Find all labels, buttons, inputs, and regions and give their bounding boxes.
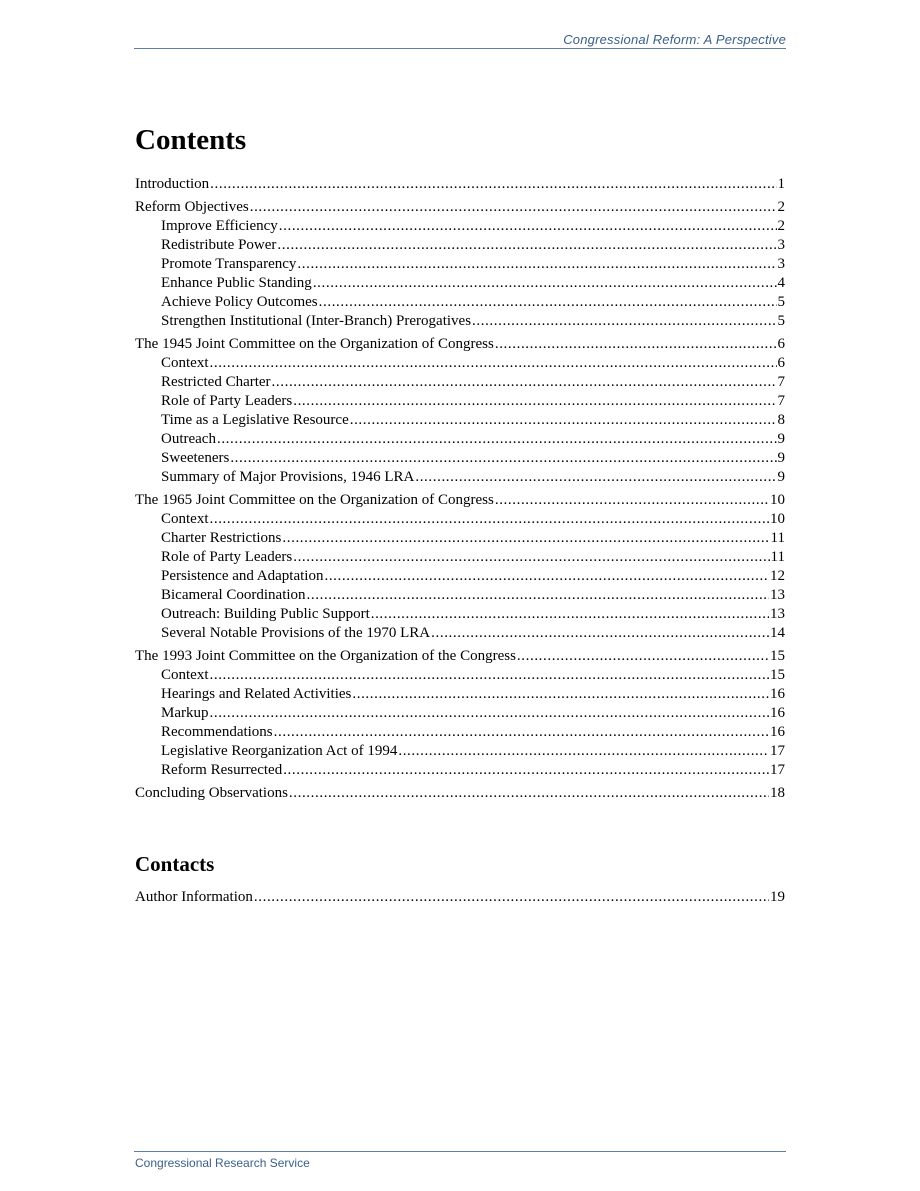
toc-entry-title: Charter Restrictions (161, 530, 282, 546)
toc-entry-page: 9 (777, 431, 785, 447)
toc-leader-dots (279, 217, 777, 236)
toc-entry-page: 11 (770, 530, 785, 546)
toc-leader-dots (254, 888, 769, 907)
toc-entry[interactable] (135, 392, 785, 411)
running-header (134, 32, 786, 49)
toc-entry[interactable] (135, 548, 785, 567)
toc-leader-dots (210, 666, 770, 685)
toc-entry-title: The 1945 Joint Committee on the Organization of Congress (135, 336, 494, 352)
toc-leader-dots (398, 742, 769, 761)
toc-entry-page: 1 (777, 176, 785, 192)
toc-entry[interactable] (135, 236, 785, 255)
toc-entry[interactable] (135, 430, 785, 449)
toc-entry-page: 15 (770, 648, 785, 664)
toc-leader-dots (210, 175, 776, 194)
toc-leader-dots (495, 335, 777, 354)
toc-entry-page: 6 (777, 355, 785, 371)
toc-entry[interactable] (135, 411, 785, 430)
toc-entry[interactable] (135, 510, 785, 529)
toc-leader-dots (293, 392, 776, 411)
toc-entry-title: Several Notable Provisions of the 1970 LRA (161, 625, 431, 641)
toc-entry-page: 10 (770, 511, 785, 527)
toc-entry-page: 17 (770, 743, 785, 759)
toc-entry-page: 8 (777, 412, 785, 428)
toc-entry-title: Legislative Reorganization Act of 1994 (161, 743, 398, 759)
toc-entry[interactable] (135, 567, 785, 586)
toc-entry[interactable] (135, 647, 785, 666)
toc-leader-dots (272, 373, 777, 392)
toc-entry[interactable] (135, 624, 785, 643)
toc-leader-dots (210, 510, 770, 529)
toc-entry-page: 13 (770, 606, 785, 622)
toc-entry-page: 7 (777, 393, 785, 409)
toc-entry[interactable] (135, 255, 785, 274)
toc-entry-title: Markup (161, 705, 209, 721)
toc-entry-page: 19 (770, 889, 785, 905)
toc-entry[interactable] (135, 761, 785, 780)
toc-leader-dots (350, 411, 777, 430)
toc-entry[interactable] (135, 175, 785, 194)
toc-leader-dots (274, 723, 769, 742)
toc-leader-dots (313, 274, 777, 293)
toc-leader-dots (282, 529, 769, 548)
toc-leader-dots (210, 704, 770, 723)
toc-leader-dots (415, 468, 776, 487)
toc-entry-title: Bicameral Coordination (161, 587, 306, 603)
page-title: Contents (135, 124, 247, 156)
toc-entry-title: Restricted Charter (161, 374, 271, 390)
toc-entry-page: 6 (777, 336, 785, 352)
toc-entry[interactable] (135, 888, 785, 907)
toc-leader-dots (250, 198, 777, 217)
toc-entry-page: 16 (770, 724, 785, 740)
toc-entry[interactable] (135, 312, 785, 331)
toc-entry-title: Hearings and Related Activities (161, 686, 352, 702)
toc-entry-title: Persistence and Adaptation (161, 568, 324, 584)
toc-entry-title: Enhance Public Standing (161, 275, 312, 291)
toc-entry[interactable] (135, 335, 785, 354)
toc-entry[interactable] (135, 666, 785, 685)
toc-entry[interactable] (135, 529, 785, 548)
toc-entry[interactable] (135, 449, 785, 468)
toc-entry[interactable] (135, 491, 785, 510)
toc-entry[interactable] (135, 217, 785, 236)
toc-leader-dots (324, 567, 769, 586)
toc-entry-title: Sweeteners (161, 450, 230, 466)
toc-entry-page: 18 (770, 785, 785, 801)
toc-entry-page: 15 (770, 667, 785, 683)
toc-entry-title: Outreach: Building Public Support (161, 606, 370, 622)
toc-entry[interactable] (135, 704, 785, 723)
running-footer (134, 1151, 786, 1170)
toc-entry[interactable] (135, 354, 785, 373)
toc-entry-title: Strengthen Institutional (Inter-Branch) Prerogatives (161, 313, 472, 329)
toc-entry[interactable] (135, 586, 785, 605)
toc-entry-title: Achieve Policy Outcomes (161, 294, 318, 310)
toc-entry-title: Role of Party Leaders (161, 549, 293, 565)
contacts-title: Contacts (135, 852, 215, 876)
toc-leader-dots (352, 685, 769, 704)
toc-entry[interactable] (135, 723, 785, 742)
toc-entry-page: 16 (770, 686, 785, 702)
toc-leader-dots (210, 354, 777, 373)
toc-entry-title: Context (161, 667, 209, 683)
toc-leader-dots (217, 430, 777, 449)
toc-entry[interactable] (135, 198, 785, 217)
toc-entry[interactable] (135, 784, 785, 803)
toc-leader-dots (283, 761, 769, 780)
toc-entry-title: The 1965 Joint Committee on the Organization of Congress (135, 492, 494, 508)
toc-entry-page: 12 (770, 568, 785, 584)
toc-entry-title: Reform Objectives (135, 199, 249, 215)
toc-entry-title: The 1993 Joint Committee on the Organization of the Congress (135, 648, 516, 664)
toc-entry-page: 2 (777, 199, 785, 215)
toc-entry-title: Outreach (161, 431, 216, 447)
toc-entry-page: 11 (770, 549, 785, 565)
toc-entry-title: Context (161, 511, 209, 527)
toc-leader-dots (517, 647, 769, 666)
toc-entry-page: 2 (777, 218, 785, 234)
toc-entry-title: Promote Transparency (161, 256, 297, 272)
toc-leader-dots (307, 586, 769, 605)
toc-entry[interactable] (135, 373, 785, 392)
toc-entry-page: 13 (770, 587, 785, 603)
toc-entry-title: Recommendations (161, 724, 273, 740)
toc-entry-title: Redistribute Power (161, 237, 277, 253)
toc-entry-title: Role of Party Leaders (161, 393, 293, 409)
toc-leader-dots (293, 548, 769, 567)
footer-text: Congressional Research Service (135, 1156, 310, 1170)
table-of-contents (135, 175, 785, 803)
toc-leader-dots (297, 255, 776, 274)
toc-entry[interactable] (135, 468, 785, 487)
toc-entry-page: 7 (777, 374, 785, 390)
toc-entry-title: Reform Resurrected (161, 762, 283, 778)
toc-entry-title: Summary of Major Provisions, 1946 LRA (161, 469, 415, 485)
toc-entry[interactable] (135, 274, 785, 293)
toc-entry-page: 16 (770, 705, 785, 721)
toc-entry[interactable] (135, 605, 785, 624)
toc-leader-dots (472, 312, 776, 331)
toc-entry-page: 4 (777, 275, 785, 291)
contacts-list (135, 888, 785, 907)
toc-entry-page: 5 (777, 294, 785, 310)
toc-entry-page: 17 (770, 762, 785, 778)
toc-leader-dots (230, 449, 776, 468)
toc-entry-page: 9 (777, 469, 785, 485)
toc-entry-page: 9 (777, 450, 785, 466)
running-header-title: Congressional Reform: A Perspective (563, 32, 786, 47)
toc-entry[interactable] (135, 685, 785, 704)
toc-leader-dots (277, 236, 776, 255)
toc-entry-title: Author Information (135, 889, 253, 905)
toc-entry-page: 5 (777, 313, 785, 329)
toc-leader-dots (319, 293, 777, 312)
toc-entry-title: Concluding Observations (135, 785, 288, 801)
toc-entry-page: 14 (770, 625, 785, 641)
toc-entry-page: 3 (777, 237, 785, 253)
toc-leader-dots (495, 491, 769, 510)
toc-leader-dots (289, 784, 769, 803)
toc-entry[interactable] (135, 293, 785, 312)
toc-leader-dots (431, 624, 769, 643)
toc-entry-page: 3 (777, 256, 785, 272)
toc-entry-page: 10 (770, 492, 785, 508)
toc-entry[interactable] (135, 742, 785, 761)
toc-leader-dots (371, 605, 769, 624)
toc-entry-title: Introduction (135, 176, 210, 192)
toc-entry-title: Time as a Legislative Resource (161, 412, 349, 428)
toc-entry-title: Context (161, 355, 209, 371)
toc-entry-title: Improve Efficiency (161, 218, 278, 234)
